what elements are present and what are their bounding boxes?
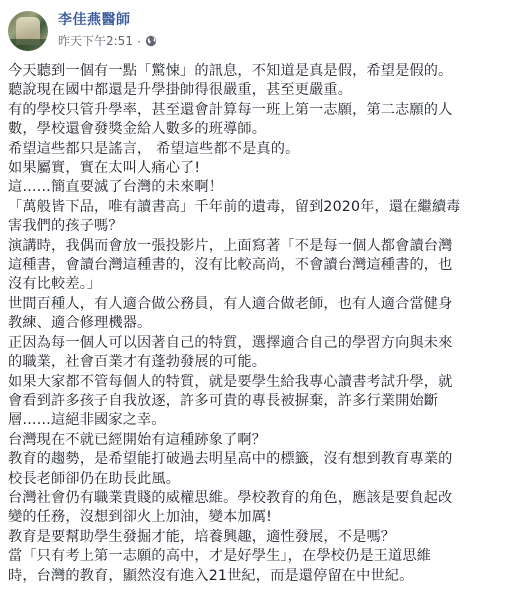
post-body xyxy=(8,62,505,586)
post-text-line: 教育是要幫助學生發掘才能，培養興趣，適性發展，不是嗎？ xyxy=(8,528,396,545)
post-text-line: 世間百種人，有人適合做公務員，有人適合做老師，也有人適合當健身 xyxy=(8,295,453,312)
post-text-line: 當「只有考上第一志願的高中，才是好學生」，在學校仍是王道思維 xyxy=(8,548,432,565)
post-timestamp[interactable]: 昨天下午2:51 xyxy=(58,34,133,48)
post-text-line: 沒有比較差。」 xyxy=(8,276,102,293)
author-avatar[interactable] xyxy=(8,11,48,51)
post-header xyxy=(8,8,505,54)
post-text-line: 時，台灣的教育，顯然沒有進入21世紀，而是還停留在中世紀。 xyxy=(8,567,414,584)
post-text-line: 台灣社會仍有職業貴賤的威權思維。學校教育的角色，應該是要負起改 xyxy=(8,489,453,506)
post-text-line: 今天聽到一個有一點「驚悚」的訊息，不知道是真是假，希望是假的。 xyxy=(8,63,453,79)
post-text-line: 變的任務，沒想到卻火上加油，變本加厲! xyxy=(8,509,272,526)
post-text-line: 層……這絕非國家之幸。 xyxy=(8,412,166,429)
post-text-line: 害我們的孩子嗎？ xyxy=(8,218,123,235)
post-text-line: 聽說現在國中都還是升學掛帥得很嚴重，甚至更嚴重。 xyxy=(8,82,353,99)
post-text-line: 這種書，會讀台灣這種書的，沒有比較高尚，不會讀台灣這種書的，也 xyxy=(8,257,453,274)
author-name[interactable]: 李佳燕醫師 xyxy=(58,12,131,28)
post-text-line: 校長老師卻仍在助長此風。 xyxy=(8,470,181,487)
meta-separator: · xyxy=(136,34,141,49)
post-text-line: 教育的趨勢，是希望能打破過去明星高中的標籤，沒有想到教育專業的 xyxy=(8,451,453,468)
post-text-line: 希望這些都只是謠言， 希望這些都不是真的。 xyxy=(8,140,300,157)
post-subline xyxy=(58,32,157,51)
post-text-line: 這……簡直要滅了台灣的未來啊！ xyxy=(8,179,224,196)
post-text-line: 如果屬實，實在太叫人痛心了! xyxy=(8,160,201,177)
globe-icon xyxy=(145,32,157,51)
post-text-line: 正因為每一個人可以因著自己的特質，選擇適合自己的學習方向與未來 xyxy=(8,334,453,351)
post-text-line: 演講時，我偶而會放一張投影片，上面寫著「不是每一個人都會讀台灣 xyxy=(8,237,453,254)
post-text-line: 數，學校還會發獎金給人數多的班導師。 xyxy=(8,121,267,138)
post-text-line: 有的學校只管升學率，甚至還會計算每一班上第一志願，第二志願的人 xyxy=(8,101,453,118)
post-meta xyxy=(58,11,157,51)
post-text-line: 教練、適合修理機器。 xyxy=(8,315,152,332)
post-text-line: 會看到許多孩子自我放逐，許多可貴的專長被摒棄，許多行業開始斷 xyxy=(8,392,439,409)
post-text-line: 的職業，社會百業才有蓬勃發展的可能。 xyxy=(8,354,267,371)
post-text-line: 「萬般皆下品，唯有讀書高」千年前的遺毒，留到2020年，還在繼續毒 xyxy=(8,198,461,215)
post-text-line: 如果大家都不管每個人的特質，就是要學生給我專心讀書考試升學，就 xyxy=(8,373,453,390)
post-text-line: 台灣現在不就已經開始有這種跡象了啊？ xyxy=(8,431,267,448)
